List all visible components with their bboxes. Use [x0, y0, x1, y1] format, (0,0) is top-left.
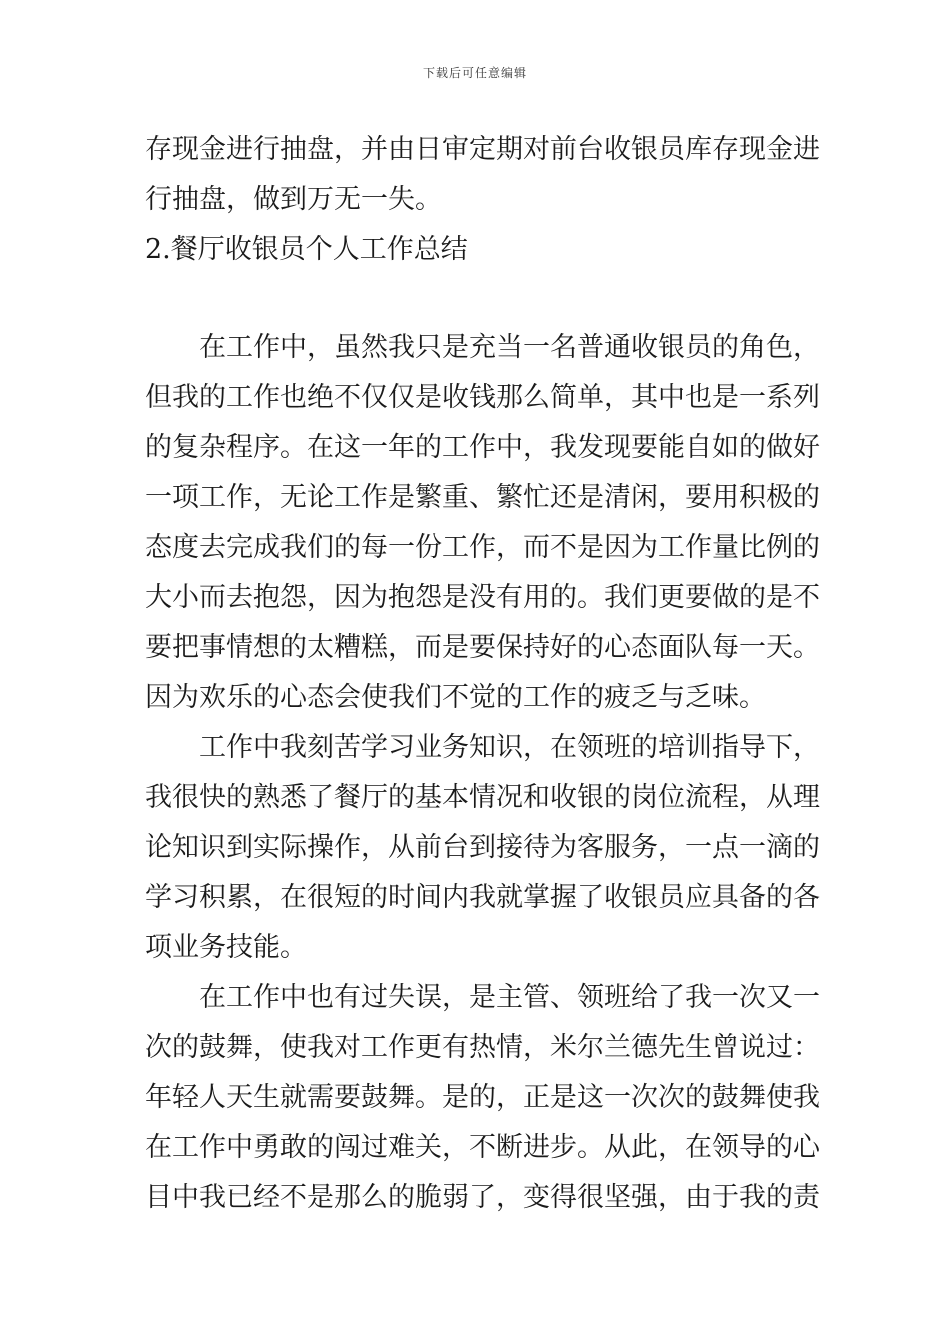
- text-line: 的复杂程序。在这一年的工作中，我发现要能自如的做好: [145, 432, 820, 463]
- text-line: 工作中我刻苦学习业务知识，在领班的培训指导下，: [145, 732, 820, 763]
- text-line: 因为欢乐的心态会使我们不觉的工作的疲乏与乏味。: [145, 682, 766, 713]
- text-line: 在工作中，虽然我只是充当一名普通收银员的角色，: [145, 332, 820, 363]
- text-line: 年轻人天生就需要鼓舞。是的，正是这一次次的鼓舞使我: [145, 1082, 820, 1113]
- text-line: 学习积累，在很短的时间内我就掌握了收银员应具备的各: [145, 882, 820, 913]
- text-line: 大小而去抱怨，因为抱怨是没有用的。我们更要做的是不: [145, 582, 820, 613]
- text-line: 在工作中也有过失误，是主管、领班给了我一次又一: [145, 982, 820, 1013]
- header-note: 下载后可任意编辑: [422, 66, 527, 80]
- text-line: 要把事情想的太糟糕，而是要保持好的心态面队每一天。: [145, 632, 820, 663]
- text-line: 态度去完成我们的每一份工作，而不是因为工作量比例的: [145, 532, 820, 563]
- text-line: 论知识到实际操作，从前台到接待为客服务，一点一滴的: [145, 832, 820, 863]
- text-line: 在工作中勇敢的闯过难关，不断进步。从此，在领导的心: [145, 1132, 820, 1163]
- text-line: 行抽盘，做到万无一失。: [145, 184, 442, 215]
- text-line: 目中我已经不是那么的脆弱了，变得很坚强，由于我的责: [145, 1182, 820, 1213]
- text-line: 项业务技能。: [145, 932, 307, 963]
- paragraph-gap: [145, 275, 815, 323]
- text-line: 我很快的熟悉了餐厅的基本情况和收银的岗位流程，从理: [145, 782, 820, 813]
- text-line: 一项工作，无论工作是繁重、繁忙还是清闲，要用积极的: [145, 482, 820, 513]
- document-body: [145, 125, 820, 1223]
- text-line: 但我的工作也绝不仅仅是收钱那么简单，其中也是一系列: [145, 382, 820, 413]
- section-title: 2.餐厅收银员个人工作总结: [145, 234, 468, 265]
- text-line: 次的鼓舞，使我对工作更有热情，米尔兰德先生曾说过：: [145, 1032, 820, 1063]
- text-line: 存现金进行抽盘，并由日审定期对前台收银员库存现金进: [145, 134, 820, 165]
